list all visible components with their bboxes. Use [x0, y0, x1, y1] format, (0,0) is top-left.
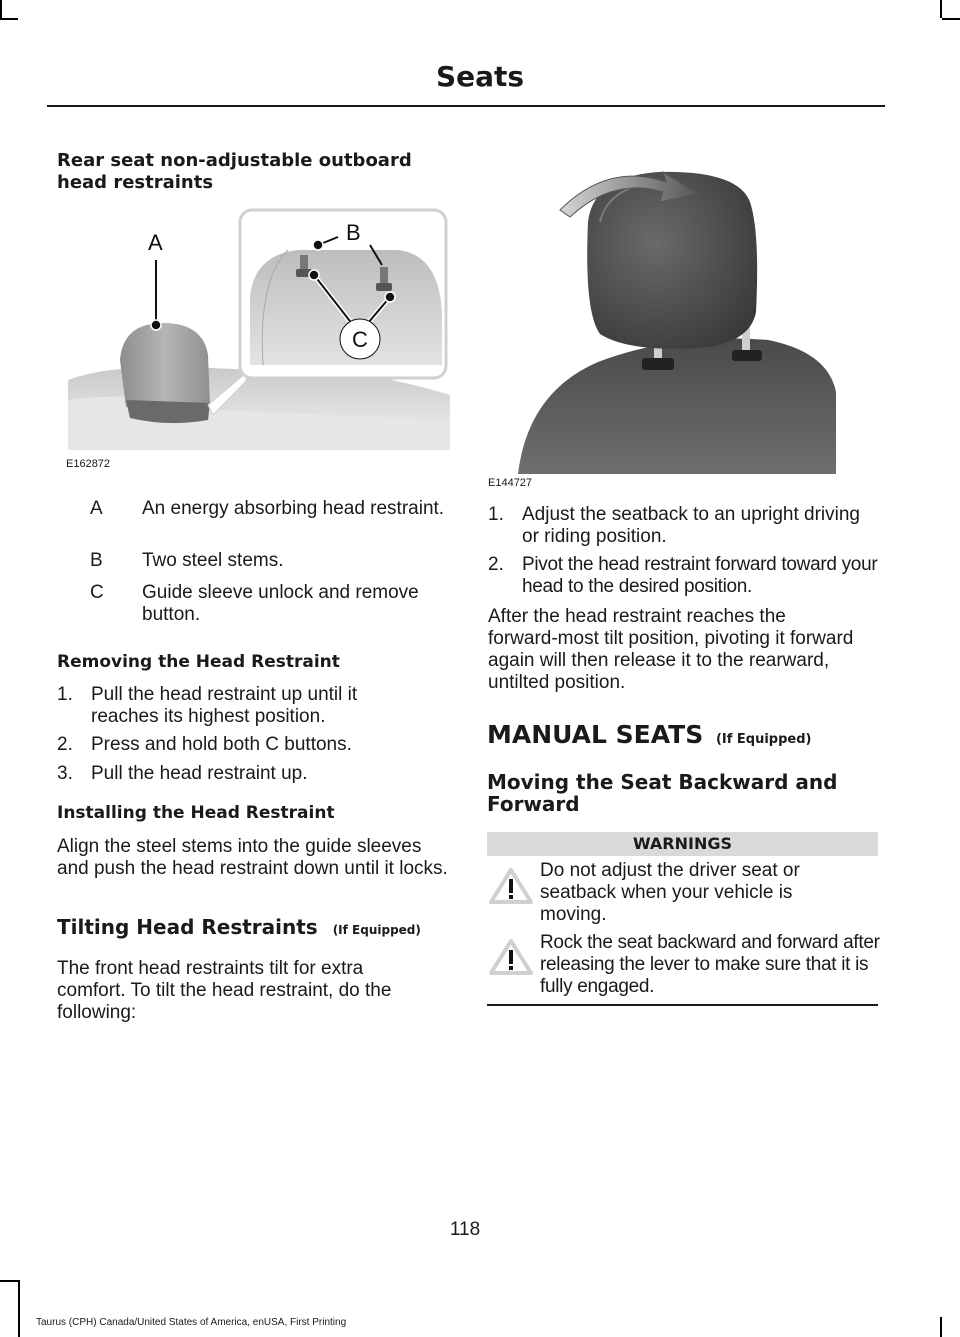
step-number: 2.: [488, 554, 504, 575]
tilting-title: Tilting Head Restraints: [57, 915, 318, 939]
warning-text-2: Rock the seat backward and forward after releasing the lever to make sure that it is fully engaged.: [540, 932, 880, 997]
step-number: 1.: [488, 504, 504, 525]
warnings-header: WARNINGS: [487, 832, 878, 856]
installing-title: Installing the Head Restraint: [57, 803, 335, 823]
step-text: Pull the head restraint up until it reaches its highest position.: [91, 684, 358, 727]
step-number: 1.: [57, 684, 73, 705]
manual-seats-title-row: [487, 720, 811, 755]
rear-head-restraint-illustration: [68, 205, 450, 450]
removing-title: Removing the Head Restraint: [57, 652, 340, 672]
crop-mark: [0, 1280, 18, 1282]
legend-text: Guide sleeve unlock and remove button.: [142, 582, 419, 625]
if-equipped-note: (If Equipped): [715, 732, 812, 747]
label-c: C: [352, 327, 368, 352]
crop-mark: [18, 1280, 20, 1337]
crop-mark: [942, 18, 960, 20]
installing-text: Align the steel stems into the guide sleeves and push the head restraint down until it locks.: [57, 836, 448, 879]
if-equipped-note: (If Equipped): [332, 923, 421, 937]
step-number: 3.: [57, 763, 73, 784]
moving-seat-title: Moving the Seat Backward and Forward: [487, 770, 838, 816]
crop-mark: [0, 18, 18, 20]
crop-mark: [940, 1317, 942, 1337]
page-header-title: Seats: [435, 60, 525, 93]
step-text: Pivot the head restraint forward toward your head to the desired position.: [522, 554, 878, 597]
step-text: Press and hold both C buttons.: [91, 734, 352, 755]
legend-text: Two steel stems.: [142, 550, 284, 571]
warnings-rule: [487, 1004, 878, 1006]
step-text: Adjust the seatback to an upright driving or riding position.: [522, 504, 860, 547]
figure-code: E162872: [66, 458, 111, 470]
crop-mark: [0, 0, 2, 18]
warning-icon: [488, 867, 534, 905]
step-number: 2.: [57, 734, 73, 755]
tilting-title-row: [57, 914, 421, 943]
manual-seats-title: MANUAL SEATS: [487, 720, 704, 749]
step-text: Pull the head restraint up.: [91, 763, 308, 784]
page-number: 118: [449, 1219, 481, 1240]
header-rule: [47, 105, 885, 107]
tilt-note: After the head restraint reaches the forward-most tilt position, pivoting it forward again will then release it to the rearward, untilted position.: [488, 606, 854, 693]
tilting-text: The front head restraints tilt for extra comfort. To tilt the head restraint, do the following:: [57, 958, 392, 1023]
legend-key: A: [90, 498, 103, 519]
legend-key: C: [90, 582, 104, 603]
legend-text: An energy absorbing head restraint.: [142, 498, 445, 519]
warning-text-1: Do not adjust the driver seat or seatback when your vehicle is moving.: [540, 860, 800, 925]
section-title-rear-restraints: Rear seat non-adjustable outboard head restraints: [57, 150, 412, 193]
front-head-restraint-illustration: [488, 162, 880, 474]
legend-key: B: [90, 550, 103, 571]
figure-code: E144727: [488, 477, 533, 489]
dot-a: [151, 320, 161, 330]
warning-icon: [488, 938, 534, 976]
label-a: A: [148, 230, 163, 255]
crop-mark: [940, 0, 942, 18]
label-b: B: [346, 220, 361, 245]
edition-footer: Taurus (CPH) Canada/United States of America, enUSA, First Printing: [36, 1317, 347, 1328]
